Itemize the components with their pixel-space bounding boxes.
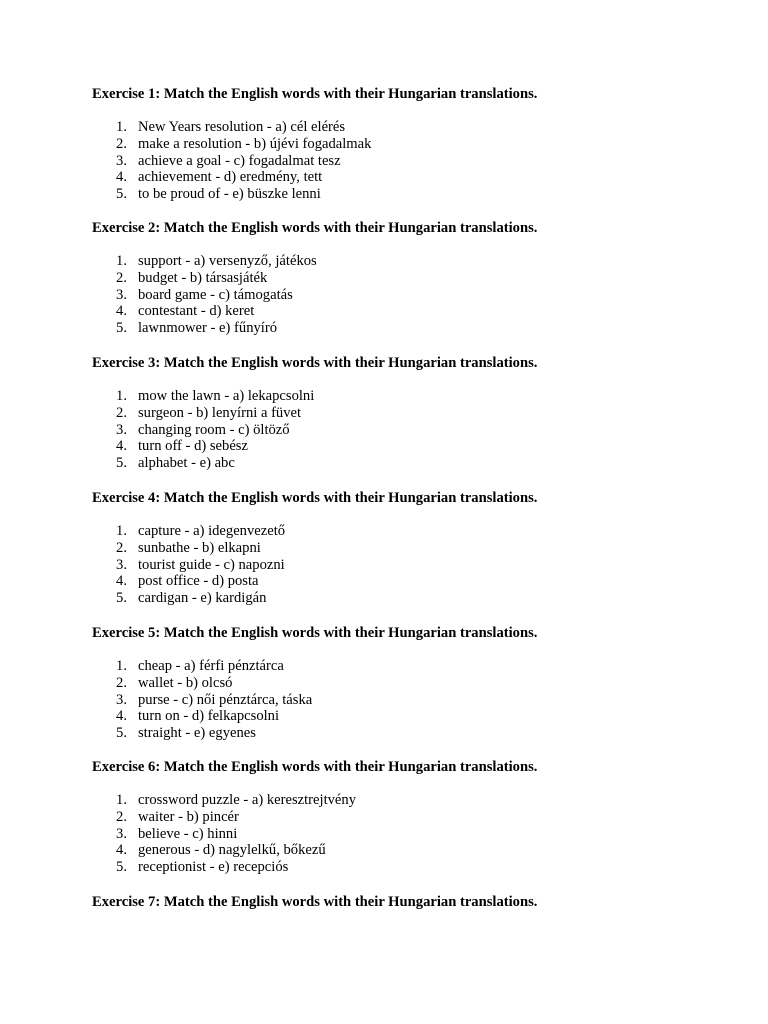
item-text: turn off - d) sebész <box>138 438 248 455</box>
item-number: 3. <box>116 825 127 842</box>
item-number: 2. <box>116 808 127 825</box>
list-item <box>92 573 732 590</box>
exercise-title: Exercise 2: Match the English words with their Hungarian translations. <box>92 220 538 236</box>
list-item <box>92 590 732 607</box>
item-number: 1. <box>116 523 127 539</box>
list-item <box>92 658 732 675</box>
list-item <box>92 557 732 574</box>
list-item <box>92 675 732 692</box>
list-item <box>92 859 732 876</box>
item-number: 4. <box>116 303 127 320</box>
item-number: 3. <box>116 556 127 573</box>
item-text: achievement - d) eredmény, tett <box>138 169 323 186</box>
item-text: mow the lawn - a) lekapcsolni <box>138 388 315 404</box>
item-number: 4. <box>116 708 127 725</box>
list-item <box>92 792 732 809</box>
exercise-item-list <box>92 388 732 472</box>
list-item <box>92 692 732 709</box>
list-item <box>92 287 732 304</box>
list-item <box>92 826 732 843</box>
list-item <box>92 253 732 270</box>
list-item <box>92 809 732 826</box>
item-text: purse - c) női pénztárca, táska <box>138 691 313 708</box>
item-text: capture - a) idegenvezető <box>138 523 286 539</box>
list-item <box>92 320 732 337</box>
item-text: tourist guide - c) napozni <box>138 556 285 573</box>
item-number: 2. <box>116 269 127 286</box>
item-number: 1. <box>116 792 127 808</box>
item-text: cardigan - e) kardigán <box>138 590 267 607</box>
item-number: 3. <box>116 421 127 438</box>
exercise-title: Exercise 7: Match the English words with their Hungarian translations. <box>92 894 538 910</box>
list-item <box>92 405 732 422</box>
item-text: believe - c) hinni <box>138 825 238 842</box>
item-number: 5. <box>116 186 127 203</box>
exercise-4 <box>92 490 732 607</box>
exercise-item-list <box>92 792 732 876</box>
exercise-title: Exercise 4: Match the English words with their Hungarian translations. <box>92 490 538 506</box>
item-text: alphabet - e) abc <box>138 455 235 472</box>
item-number: 5. <box>116 455 127 472</box>
item-text: cheap - a) férfi pénztárca <box>138 658 284 674</box>
list-item <box>92 153 732 170</box>
item-text: support - a) versenyző, játékos <box>138 253 317 269</box>
exercise-7 <box>92 894 732 911</box>
list-item <box>92 169 732 186</box>
list-item <box>92 540 732 557</box>
item-number: 4. <box>116 842 127 859</box>
item-number: 3. <box>116 152 127 169</box>
list-item <box>92 270 732 287</box>
exercise-2 <box>92 220 732 337</box>
item-text: receptionist - e) recepciós <box>138 859 289 876</box>
list-item <box>92 119 732 136</box>
item-text: waiter - b) pincér <box>138 808 239 825</box>
item-text: changing room - c) öltöző <box>138 421 290 438</box>
exercise-item-list <box>92 658 732 742</box>
exercise-6 <box>92 759 732 876</box>
item-number: 5. <box>116 725 127 742</box>
list-item <box>92 186 732 203</box>
list-item <box>92 725 732 742</box>
item-text: turn on - d) felkapcsolni <box>138 708 280 725</box>
item-number: 4. <box>116 169 127 186</box>
exercise-1 <box>92 86 732 203</box>
item-text: generous - d) nagylelkű, bőkezű <box>138 842 326 859</box>
list-item <box>92 303 732 320</box>
item-text: contestant - d) keret <box>138 303 255 320</box>
list-item <box>92 708 732 725</box>
item-number: 2. <box>116 674 127 691</box>
item-text: lawnmower - e) fűnyíró <box>138 320 277 337</box>
item-text: crossword puzzle - a) keresztrejtvény <box>138 792 356 808</box>
exercise-item-list <box>92 119 732 203</box>
item-number: 1. <box>116 388 127 404</box>
item-number: 2. <box>116 135 127 152</box>
item-text: make a resolution - b) újévi fogadalmak <box>138 135 372 152</box>
item-text: post office - d) posta <box>138 573 259 590</box>
item-text: board game - c) támogatás <box>138 286 293 303</box>
item-number: 1. <box>116 119 127 135</box>
list-item <box>92 422 732 439</box>
exercise-title: Exercise 5: Match the English words with their Hungarian translations. <box>92 625 538 641</box>
exercise-title: Exercise 6: Match the English words with their Hungarian translations. <box>92 759 538 775</box>
item-number: 5. <box>116 590 127 607</box>
item-text: New Years resolution - a) cél elérés <box>138 119 346 135</box>
exercise-title: Exercise 3: Match the English words with their Hungarian translations. <box>92 355 538 371</box>
item-number: 4. <box>116 438 127 455</box>
exercise-5 <box>92 625 732 742</box>
list-item <box>92 388 732 405</box>
item-text: achieve a goal - c) fogadalmat tesz <box>138 152 341 169</box>
item-number: 5. <box>116 320 127 337</box>
item-number: 1. <box>116 253 127 269</box>
list-item <box>92 523 732 540</box>
exercise-3 <box>92 355 732 472</box>
item-text: to be proud of - e) büszke lenni <box>138 186 321 203</box>
item-number: 2. <box>116 404 127 421</box>
item-text: surgeon - b) lenyírni a füvet <box>138 404 302 421</box>
exercise-item-list <box>92 523 732 607</box>
exercise-title: Exercise 1: Match the English words with their Hungarian translations. <box>92 86 538 102</box>
item-number: 3. <box>116 691 127 708</box>
item-number: 2. <box>116 539 127 556</box>
list-item <box>92 842 732 859</box>
item-text: wallet - b) olcsó <box>138 674 233 691</box>
item-number: 4. <box>116 573 127 590</box>
item-text: sunbathe - b) elkapni <box>138 539 261 556</box>
item-text: budget - b) társasjáték <box>138 269 268 286</box>
item-number: 1. <box>116 658 127 674</box>
item-number: 5. <box>116 859 127 876</box>
list-item <box>92 136 732 153</box>
item-number: 3. <box>116 286 127 303</box>
exercise-item-list <box>92 253 732 337</box>
list-item <box>92 455 732 472</box>
list-item <box>92 438 732 455</box>
item-text: straight - e) egyenes <box>138 725 256 742</box>
